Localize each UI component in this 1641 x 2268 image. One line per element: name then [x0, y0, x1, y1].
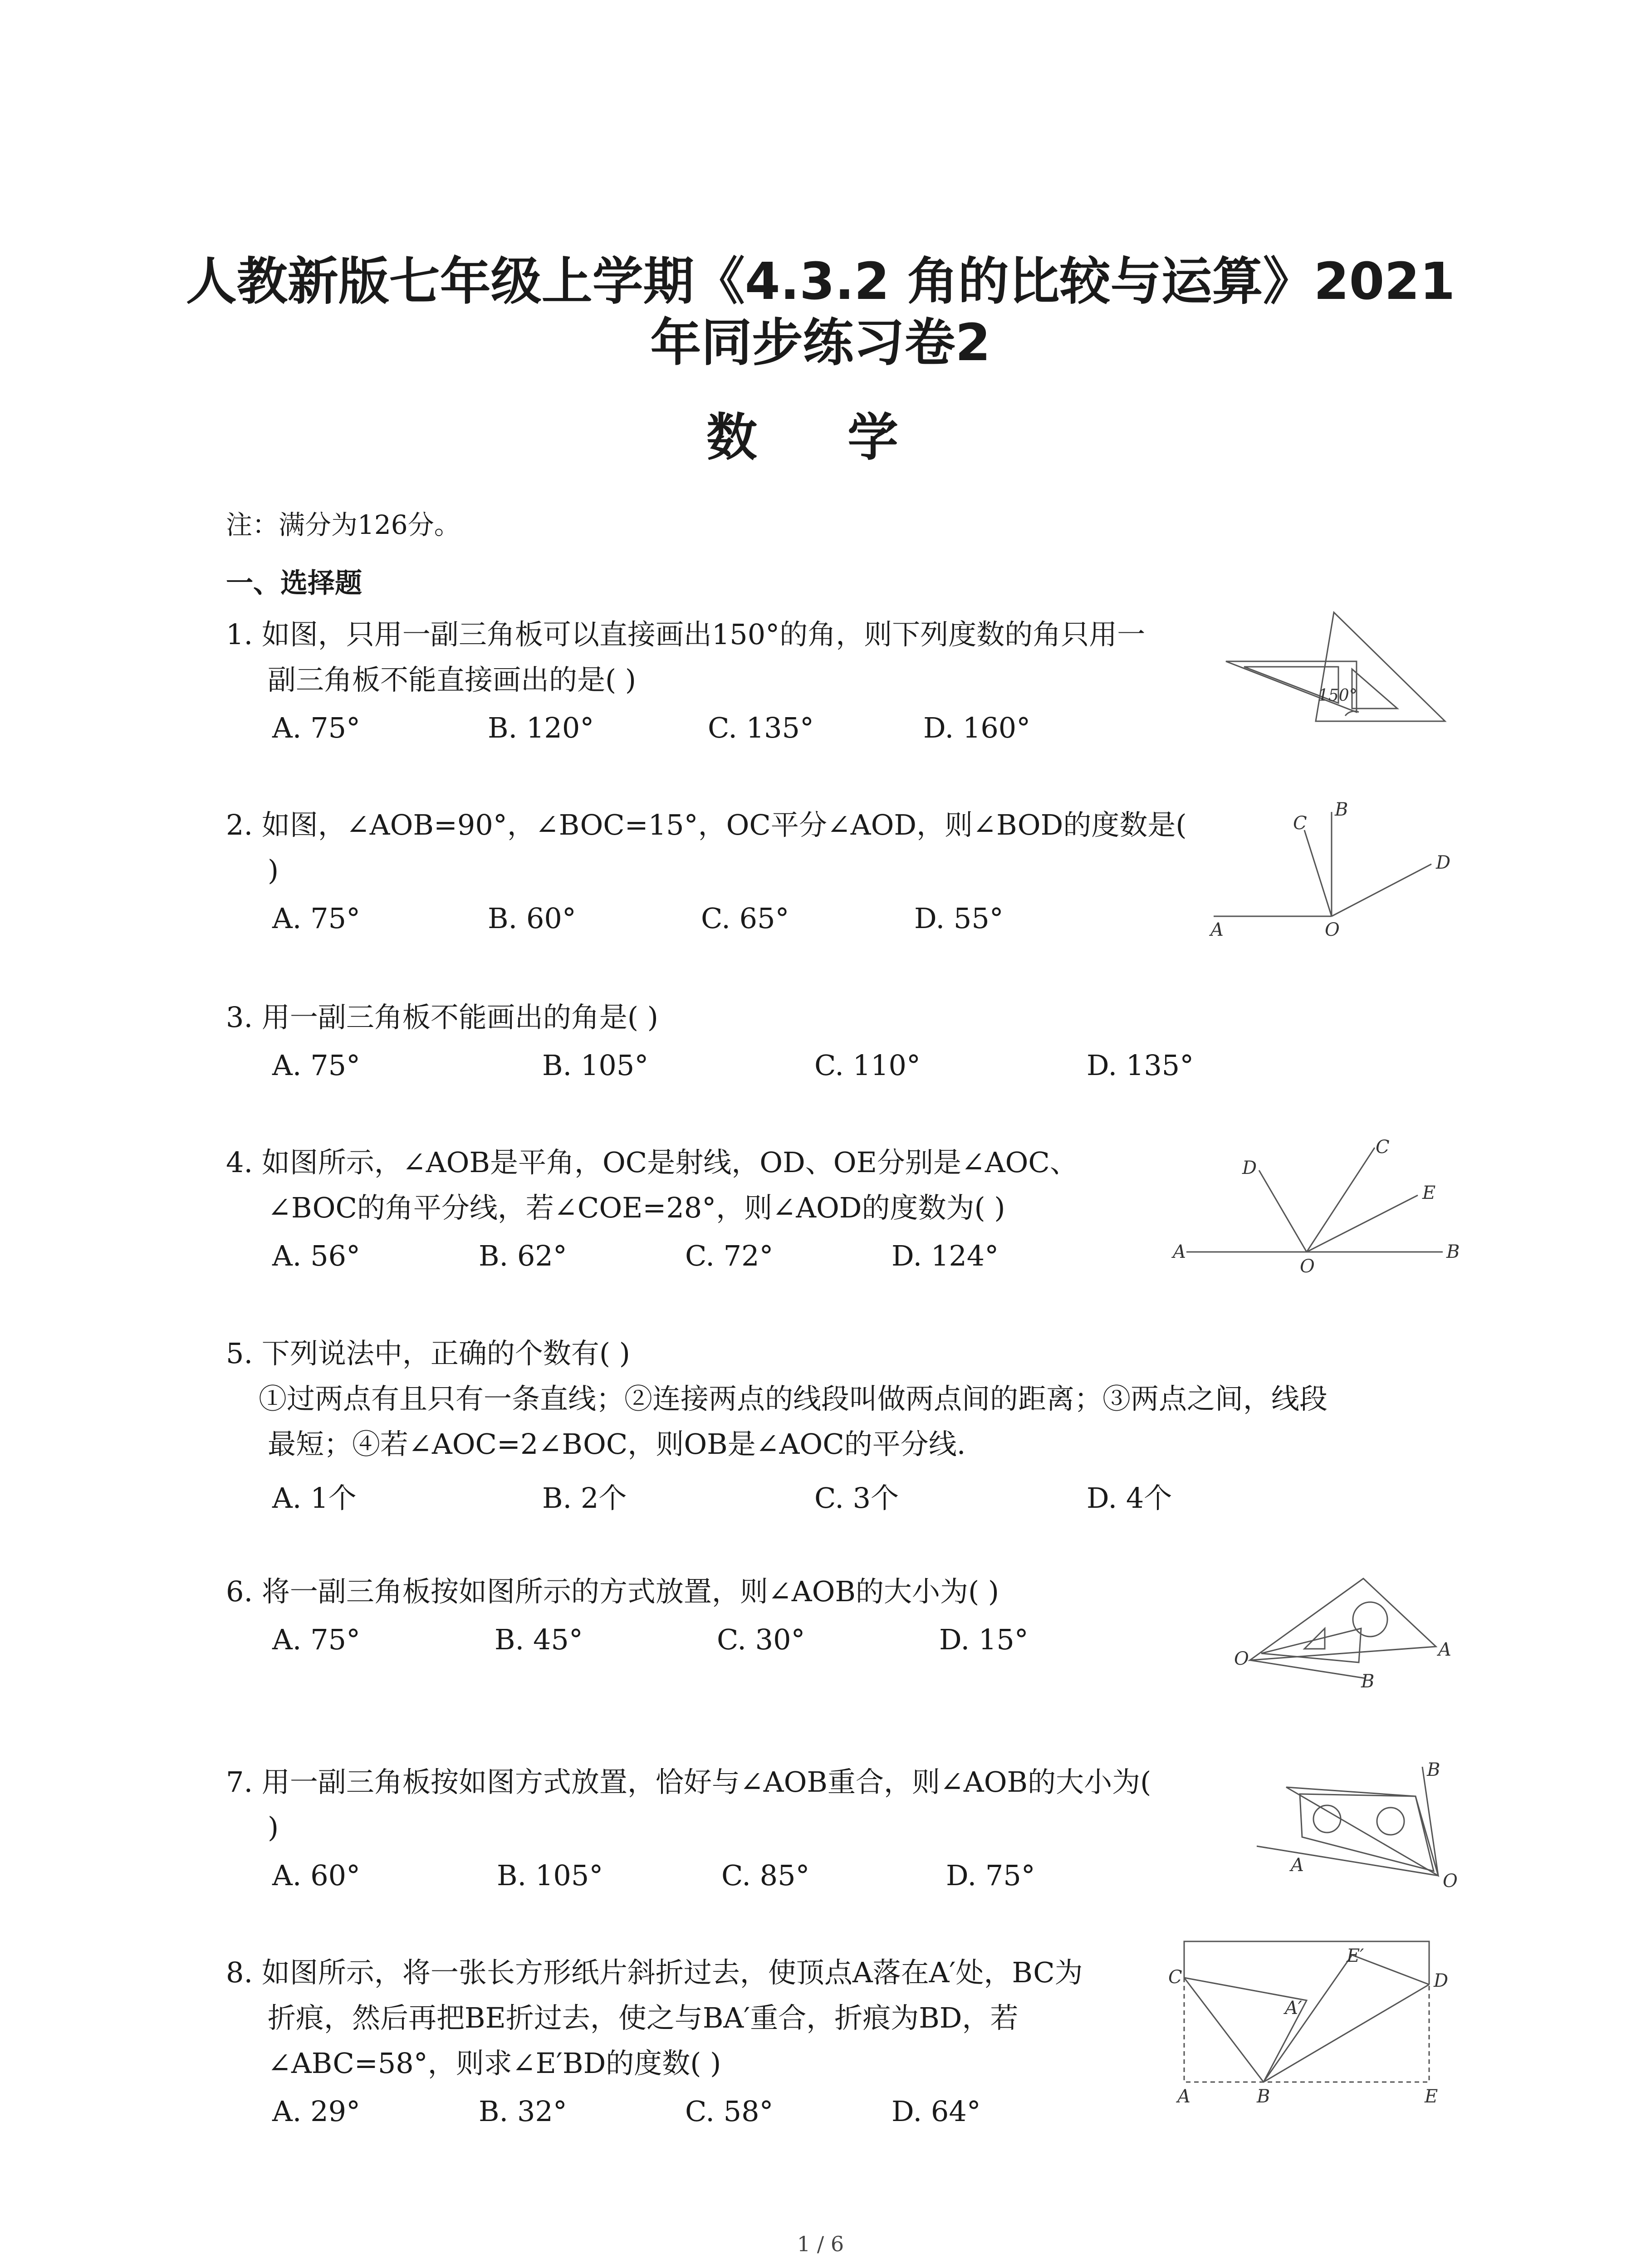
- figure-label: O: [1443, 1871, 1458, 1892]
- figure-label: B: [1446, 1242, 1460, 1262]
- triangle-set-figure: [1220, 603, 1456, 730]
- angle-figure: [1202, 798, 1465, 943]
- option-d[interactable]: D. 75°: [946, 1859, 1035, 1892]
- score-note: 注：满分为126分。: [226, 509, 460, 540]
- question-text: 7. 用一副三角板按如图方式放置，恰好与∠AOB重合，则∠AOB的大小为(: [226, 1765, 1151, 1799]
- figure-label: A: [1210, 919, 1224, 940]
- figure-label: D: [1434, 1970, 1449, 1991]
- option-c[interactable]: C. 58°: [685, 2095, 774, 2128]
- option-a[interactable]: A. 1个: [272, 1481, 357, 1515]
- option-c[interactable]: C. 3个: [814, 1481, 899, 1515]
- option-b[interactable]: B. 62°: [479, 1239, 567, 1272]
- figure-label: B: [1361, 1671, 1375, 1692]
- figure-label: E: [1425, 2086, 1438, 2107]
- figure-label: A: [1438, 1639, 1451, 1660]
- option-b[interactable]: B. 32°: [479, 2095, 567, 2128]
- figure-label: A: [1291, 1855, 1304, 1876]
- option-d[interactable]: D. 4个: [1087, 1481, 1172, 1515]
- question-text: 副三角板不能直接画出的是( ): [268, 663, 637, 696]
- option-a[interactable]: A. 29°: [272, 2095, 361, 2128]
- page-title-line-2: 年同步练习卷2: [650, 313, 991, 372]
- folded-paper-figure: [1166, 1932, 1465, 2114]
- question-text: ): [268, 1811, 279, 1844]
- option-c[interactable]: C. 110°: [814, 1049, 921, 1082]
- option-d[interactable]: D. 55°: [914, 902, 1004, 935]
- option-c[interactable]: C. 135°: [708, 711, 814, 744]
- figure-label: E: [1422, 1183, 1436, 1203]
- figure-label: A: [1173, 1242, 1186, 1262]
- figure-label: A: [1177, 2086, 1190, 2107]
- figure-label: C: [1293, 813, 1307, 834]
- page-title-line-1: 人教新版七年级上学期《4.3.2 角的比较与运算》2021: [186, 252, 1455, 311]
- option-c[interactable]: C. 30°: [717, 1623, 805, 1656]
- figure-label: B: [1335, 799, 1348, 820]
- option-b[interactable]: B. 105°: [542, 1049, 649, 1082]
- triangle-placement-figure: [1234, 1569, 1461, 1692]
- question-text: 2. 如图，∠AOB=90°，∠BOC=15°，OC平分∠AOD，则∠BOD的度数是(: [226, 808, 1187, 841]
- question-text: 6. 将一副三角板按如图所示的方式放置，则∠AOB的大小为( ): [226, 1575, 999, 1608]
- option-d[interactable]: D. 64°: [892, 2095, 981, 2128]
- question-text: ①过两点有且只有一条直线；②连接两点的线段叫做两点间的距离；③两点之间，线段: [259, 1382, 1328, 1415]
- question-text: 最短；④若∠AOC=2∠BOC，则OB是∠AOC的平分线.: [268, 1427, 966, 1461]
- option-b[interactable]: B. 120°: [488, 711, 594, 744]
- question-text: 5. 下列说法中，正确的个数有( ): [226, 1337, 630, 1370]
- figure-label: B: [1257, 2086, 1270, 2107]
- option-d[interactable]: D. 135°: [1087, 1049, 1194, 1082]
- option-a[interactable]: A. 75°: [272, 1049, 361, 1082]
- option-c[interactable]: C. 72°: [685, 1239, 774, 1272]
- option-b[interactable]: B. 2个: [542, 1481, 627, 1515]
- question-text: 4. 如图所示，∠AOB是平角，OC是射线，OD、OE分别是∠AOC、: [226, 1146, 1078, 1179]
- option-a[interactable]: A. 75°: [272, 902, 361, 935]
- figure-label: O: [1300, 1256, 1315, 1277]
- question-text: 折痕，然后再把BE折过去，使之与BA′重合，折痕为BD，若: [268, 2001, 1019, 2034]
- option-a[interactable]: A. 75°: [272, 711, 361, 744]
- figure-label: D: [1242, 1158, 1257, 1178]
- figure-label: E′: [1347, 1945, 1364, 1966]
- question-text: ∠ABC=58°，则求∠E′BD的度数( ): [268, 2047, 721, 2080]
- option-d[interactable]: D. 15°: [939, 1623, 1029, 1656]
- figure-label: A′: [1285, 1998, 1302, 2019]
- page-number: 1 / 6: [797, 2232, 844, 2256]
- figure-label: O: [1325, 919, 1340, 940]
- figure-label: C: [1168, 1967, 1182, 1988]
- question-text: 1. 如图，只用一副三角板可以直接画出150°的角，则下列度数的角只用一: [226, 618, 1146, 651]
- option-d[interactable]: D. 160°: [923, 711, 1031, 744]
- angle-aob-figure: [1248, 1755, 1461, 1892]
- option-a[interactable]: A. 60°: [272, 1859, 361, 1892]
- section-heading: 一、选择题: [226, 567, 362, 599]
- figure-label: B: [1427, 1760, 1440, 1780]
- angle-bisector-figure: [1171, 1134, 1461, 1284]
- option-c[interactable]: C. 65°: [701, 902, 789, 935]
- option-a[interactable]: A. 75°: [272, 1623, 361, 1656]
- question-text: 8. 如图所示，将一张长方形纸片斜折过去，使顶点A落在A′处，BC为: [226, 1956, 1083, 1989]
- subject-heading: 数 学: [706, 408, 935, 467]
- question-text: ∠BOC的角平分线，若∠COE=28°，则∠AOD的度数为( ): [268, 1191, 1005, 1224]
- question-text: ): [268, 854, 279, 887]
- option-b[interactable]: B. 60°: [488, 902, 576, 935]
- option-b[interactable]: B. 45°: [495, 1623, 583, 1656]
- figure-label: D: [1436, 852, 1451, 873]
- question-text: 3. 用一副三角板不能画出的角是( ): [226, 1001, 658, 1034]
- option-b[interactable]: B. 105°: [497, 1859, 603, 1892]
- figure-label: 150°: [1318, 686, 1357, 705]
- option-c[interactable]: C. 85°: [721, 1859, 810, 1892]
- figure-label: C: [1376, 1137, 1390, 1158]
- option-d[interactable]: D. 124°: [892, 1239, 999, 1272]
- figure-label: O: [1234, 1648, 1249, 1669]
- option-a[interactable]: A. 56°: [272, 1239, 361, 1272]
